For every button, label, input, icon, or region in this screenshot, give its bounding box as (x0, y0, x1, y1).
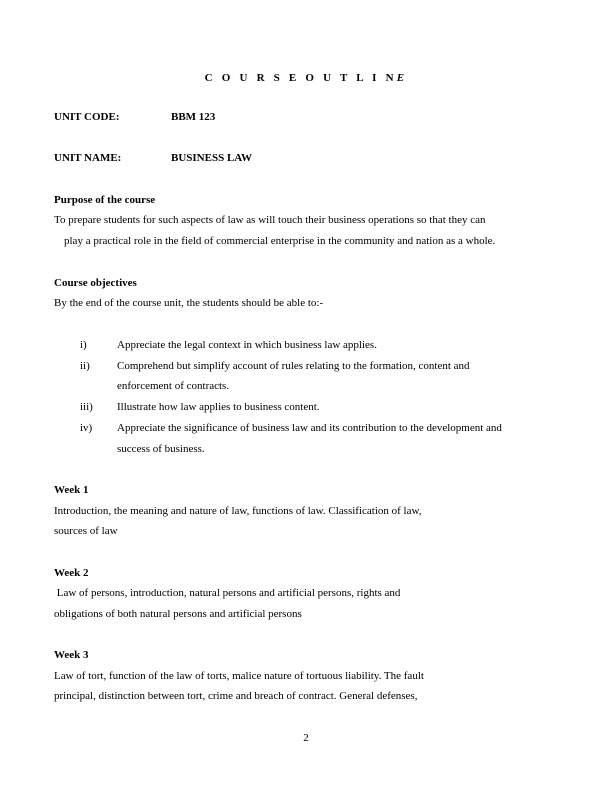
objectives-intro: By the end of the course unit, the students should be able to:- (54, 297, 324, 309)
page-title: C O U R S E O U T L I NE (204, 72, 408, 84)
unit-name-value: BUSINESS LAW (171, 152, 253, 164)
purpose-text-line: To prepare students for such aspects of law as will touch their business operations so that they can (54, 214, 486, 226)
week-text-line: obligations of both natural persons and artificial persons (54, 608, 302, 620)
page-number: 2 (303, 732, 309, 744)
objective-text: Illustrate how law applies to business content. (117, 401, 320, 413)
objectives-heading: Course objectives (54, 277, 137, 289)
objective-text: enforcement of contracts. (117, 380, 230, 392)
unit-code-label: UNIT CODE: (54, 111, 120, 123)
purpose-heading: Purpose of the course (54, 194, 156, 206)
week-text-line: principal, distinction between tort, crime and breach of contract. General defenses, (54, 690, 418, 702)
objective-text: success of business. (117, 443, 205, 455)
week-heading: Week 2 (54, 567, 89, 579)
unit-name-label: UNIT NAME: (54, 152, 122, 164)
week-heading: Week 1 (54, 484, 89, 496)
objective-number: ii) (80, 360, 90, 372)
objective-number: i) (80, 339, 87, 351)
week-text-line: Law of tort, function of the law of torts, malice nature of tortuous liability. The fault (54, 670, 424, 682)
week-heading: Week 3 (54, 649, 89, 661)
week-text-line: sources of law (54, 525, 118, 537)
unit-code-value: BBM 123 (171, 111, 216, 123)
week-text-line: Law of persons, introduction, natural persons and artificial persons, rights and (54, 587, 401, 599)
objective-text: Comprehend but simplify account of rules relating to the formation, content and (117, 360, 470, 372)
objective-number: iv) (80, 422, 93, 434)
objective-text: Appreciate the significance of business law and its contribution to the development and (117, 422, 502, 434)
objective-number: iii) (80, 401, 93, 413)
week-text-line: Introduction, the meaning and nature of law, functions of law. Classification of law, (54, 505, 422, 517)
objective-text: Appreciate the legal context in which business law applies. (117, 339, 377, 351)
purpose-text-line: play a practical role in the field of commercial enterprise in the community and nation as a whole. (64, 235, 496, 247)
